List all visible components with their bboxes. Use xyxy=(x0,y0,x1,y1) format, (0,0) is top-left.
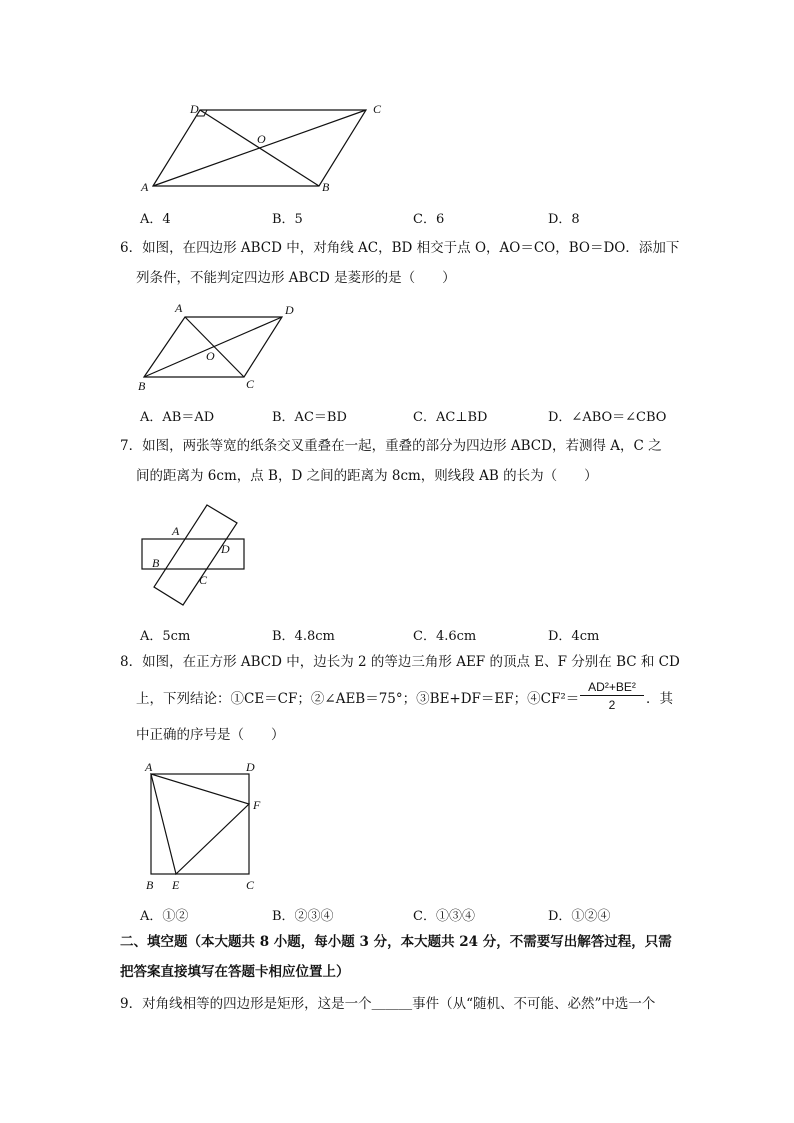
q7-option-b: B．4.8cm xyxy=(272,629,335,644)
q8-stem-line2a: 上，下列结论：①CE＝CF；②∠AEB＝75°；③BE+DF＝EF；④CF²＝ xyxy=(136,691,580,707)
q8-label-F: F xyxy=(253,798,261,812)
q9-answer-blank: ＿＿＿ xyxy=(371,996,413,1012)
q8-square-figure xyxy=(130,756,270,896)
q7-label-C: C xyxy=(199,573,208,587)
q8-label-C: C xyxy=(246,878,255,892)
q8-stem-line1: 8．如图，在正方形 ABCD 中，边长为 2 的等边三角形 AEF 的顶点 E、F 分别在 BC 和 CD xyxy=(120,654,680,670)
q5-option-b: B．5 xyxy=(272,212,303,227)
q9-stem xyxy=(120,998,655,1012)
q6-stem-line2: 列条件，不能判定四边形 ABCD 是菱形的是（ ） xyxy=(136,270,456,286)
q8-label-A: A xyxy=(145,760,153,774)
q5-label-B: B xyxy=(322,180,330,194)
q6-option-c: C．AC⊥BD xyxy=(413,410,488,425)
q6-label-D: D xyxy=(285,303,294,317)
q7-stem-line2: 间的距离为 6cm，点 B，D 之间的距离为 8cm，则线段 AB 的长为（ ） xyxy=(136,468,598,484)
q5-label-D: D xyxy=(190,102,199,116)
q9-text-a: 9．对角线相等的四边形是矩形，这是一个 xyxy=(120,996,372,1012)
section2-heading-line2: 把答案直接填写在答题卡相应位置上） xyxy=(120,964,350,980)
q7-label-B: B xyxy=(152,556,160,570)
q6-label-C: C xyxy=(246,377,255,391)
q5-option-d: D．8 xyxy=(548,212,580,227)
q8-label-E: E xyxy=(172,878,180,892)
q7-stem-line1: 7．如图，两张等宽的纸条交叉重叠在一起，重叠的部分为四边形 ABCD，若测得 A，C 之 xyxy=(120,438,662,454)
q7-option-c: C．4.6cm xyxy=(413,629,477,644)
q7-label-A: A xyxy=(172,524,180,538)
q8-option-a: A．①② xyxy=(140,909,189,924)
q8-stem-line3: 中正确的序号是（ ） xyxy=(136,727,285,743)
q9-text-b: 事件（从“随机、不可能、必然”中选一个 xyxy=(412,996,656,1012)
q5-label-A: A xyxy=(141,180,149,194)
q5-parallelogram-figure xyxy=(130,95,400,200)
q6-option-b: B．AC＝BD xyxy=(272,410,347,425)
q7-option-a: A．5cm xyxy=(140,629,191,644)
q5-label-O: O xyxy=(257,132,266,146)
q8-label-B: B xyxy=(146,878,154,892)
q6-option-d: D．∠ABO＝∠CBO xyxy=(548,410,667,425)
q7-label-D: D xyxy=(221,542,230,556)
q8-option-b: B．②③④ xyxy=(272,909,334,924)
q8-label-D: D xyxy=(246,760,255,774)
q8-option-d: D．①②④ xyxy=(548,909,611,924)
q5-label-C: C xyxy=(373,102,382,116)
q8-fraction-numerator: AD²+BE² xyxy=(580,680,644,696)
q6-rhombus-figure xyxy=(130,298,310,396)
q5-option-a: A．4 xyxy=(140,212,171,227)
q6-stem-line1: 6．如图，在四边形 ABCD 中，对角线 AC，BD 相交于点 O，AO＝CO，BO＝DO．添加下 xyxy=(120,240,680,256)
q7-option-d: D．4cm xyxy=(548,629,600,644)
q8-fraction xyxy=(580,680,644,712)
q5-option-c: C．6 xyxy=(413,212,445,227)
q6-label-O: O xyxy=(206,349,215,363)
q7-paper-strips-figure xyxy=(130,495,260,615)
q8-stem-line2b: ．其 xyxy=(646,691,673,707)
section2-heading-line1: 二、填空题（本大题共 8 小题，每小题 3 分，本大题共 24 分，不需要写出解答过程，只需 xyxy=(120,934,672,950)
q6-label-A: A xyxy=(175,301,183,315)
q6-label-B: B xyxy=(138,379,146,393)
q8-option-c: C．①③④ xyxy=(413,909,475,924)
q8-fraction-denominator: 2 xyxy=(608,698,616,712)
q6-option-a: A．AB＝AD xyxy=(140,410,215,425)
